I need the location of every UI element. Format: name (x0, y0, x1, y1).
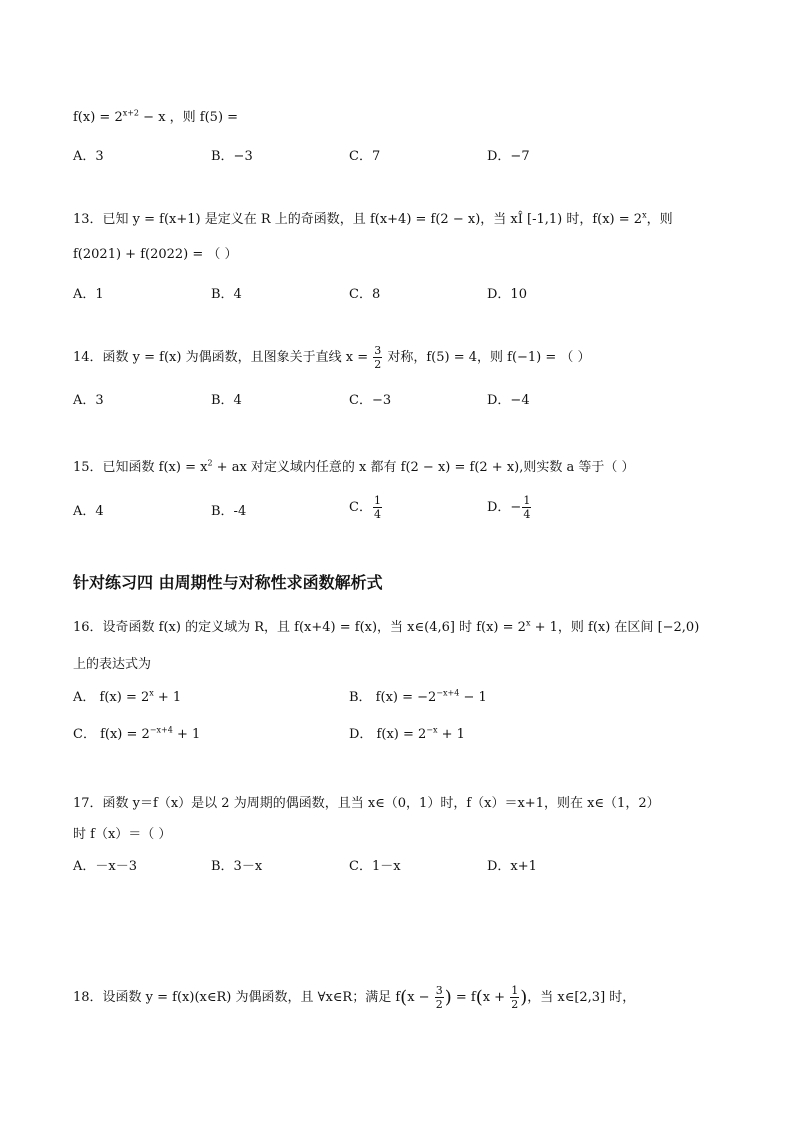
q15-stem (73, 456, 635, 475)
q18-part1: 18．设函数 y = f(x)(x∈R) 为偶函数，且 ∀x∈R；满足 f (73, 990, 401, 1005)
q13-options (73, 283, 733, 303)
q16-option-b-tail: − 1 (459, 690, 487, 705)
q13-option-d[interactable]: D．10 (487, 287, 527, 302)
q15-option-d-fraction (522, 494, 531, 521)
q15-option-c[interactable] (349, 494, 383, 521)
q13-stem-line2: f(2021) + f(2022) = （ ） (73, 247, 238, 262)
q16-option-a-exp: x (149, 688, 154, 698)
q12-option-b[interactable]: B．−3 (211, 149, 253, 164)
q13-option-b[interactable]: B．4 (211, 287, 242, 302)
q15-option-d[interactable] (487, 494, 532, 521)
q18-paren-open-1: ( (400, 987, 408, 1008)
q18-frac2-num: 1 (511, 984, 519, 997)
q12-option-c[interactable]: C．7 (349, 149, 381, 164)
q12-options (73, 145, 733, 165)
q17-options (73, 855, 733, 875)
q17-stem-line1: 17．函数 y＝f（x）是以 2 为周期的偶函数，且当 x∈（0，1）时，f（x）＝x+1，则在 x∈（1，2） (73, 796, 660, 811)
q18-paren-close-1: ) (444, 987, 452, 1008)
q16-line1-b: + 1，则 f(x) 在区间 [−2,0) (530, 620, 700, 635)
q14-frac-num: 3 (374, 344, 382, 357)
q14-stem (73, 344, 591, 371)
q14-option-a[interactable]: A．3 (73, 393, 104, 408)
q16-option-b-exp: −x+4 (436, 688, 460, 698)
q16-option-c-tail: + 1 (172, 727, 201, 742)
q15-options (73, 494, 733, 528)
section-title: 针对练习四 由周期性与对称性求函数解析式 (73, 573, 383, 592)
q14-part2: 对称，f(5) = 4，则 f(−1) = （ ） (383, 350, 591, 365)
q12-stem (73, 106, 238, 125)
q14-options (73, 389, 733, 409)
q18-fraction-2 (510, 984, 519, 1011)
q16-option-b[interactable] (349, 686, 487, 705)
q16-stem-line1 (73, 616, 699, 635)
q12-stem-exp: x+2 (122, 108, 140, 118)
q15-option-c-num: 1 (373, 494, 381, 507)
q18-frac1-num: 3 (435, 984, 443, 997)
q13-line1-text: 13．已知 y = f(x+1) 是定义在 R 上的奇函数，且 f(x+4) = f(2 − x)，当 xÎ [-1,1) 时，f(x) = 2 (73, 212, 643, 227)
q14-option-b[interactable]: B．4 (211, 393, 242, 408)
q13-line1-exp: x (642, 210, 647, 220)
q18-stem (73, 984, 635, 1011)
q16-stem-line2: 上的表达式为 (73, 657, 152, 672)
q17-stem-line2: 时 f（x）＝（ ） (73, 827, 172, 842)
q16-option-d-text: D． f(x) = 2 (349, 727, 427, 742)
q14-fraction (373, 344, 382, 371)
q13-option-a[interactable]: A．1 (73, 287, 104, 302)
q15-option-c-den: 4 (373, 508, 381, 521)
q18-part4: x + (482, 990, 510, 1005)
q16-option-a[interactable] (73, 686, 181, 705)
q13-stem-line1 (73, 208, 673, 227)
q15-part1-exp: 2 (207, 458, 213, 468)
q16-line1-exp: x (525, 618, 531, 628)
q14-frac-den: 2 (374, 358, 382, 371)
q15-option-a[interactable]: A．4 (73, 504, 104, 519)
q18-frac1-den: 2 (435, 998, 443, 1011)
q18-fraction-1 (435, 984, 444, 1011)
q13-option-c[interactable]: C．8 (349, 287, 381, 302)
q12-option-a[interactable]: A．3 (73, 149, 104, 164)
q16-option-a-tail: + 1 (153, 690, 182, 705)
q14-option-c[interactable]: C．−3 (349, 393, 392, 408)
q16-line1-a: 16．设奇函数 f(x) 的定义域为 R，且 f(x+4) = f(x)，当 x∈(4,6] 时 f(x) = 2 (73, 620, 526, 635)
q15-option-d-label: D．− (487, 500, 522, 515)
q16-option-c-text: C． f(x) = 2 (73, 727, 150, 742)
q16-option-d-tail: + 1 (437, 727, 465, 742)
q18-part3: = f (451, 990, 476, 1005)
q16-option-d-exp: −x (426, 725, 438, 735)
q18-paren-open-2: ( (475, 987, 483, 1008)
q15-part1: 15．已知函数 f(x) = x (73, 460, 208, 475)
q17-option-b[interactable]: B．3－x (211, 859, 263, 874)
q15-option-d-den: 4 (523, 508, 531, 521)
q14-option-d[interactable]: D．−4 (487, 393, 530, 408)
q18-paren-close-2: ) (520, 987, 528, 1008)
q18-frac2-den: 2 (511, 998, 519, 1011)
q15-option-b[interactable]: B．-4 (211, 504, 247, 519)
q16-options-row1 (73, 686, 733, 706)
q12-option-d[interactable]: D．−7 (487, 149, 530, 164)
q16-option-d[interactable] (349, 723, 465, 742)
q16-option-c-exp: −x+4 (149, 725, 173, 735)
q17-option-a[interactable]: A．－x－3 (73, 859, 137, 874)
q15-part2: + ax 对定义域内任意的 x 都有 f(2 − x) = f(2 + x),则实数 a 等于（ ） (212, 460, 635, 475)
q12-stem-suffix: − x ，则 f(5) = (139, 110, 239, 125)
q17-option-d[interactable]: D．x+1 (487, 859, 537, 874)
q13-line1-tail: ，则 (646, 212, 673, 227)
q15-option-d-num: 1 (523, 494, 531, 507)
q12-stem-prefix: f(x) = 2 (73, 110, 123, 125)
q18-part5: ，当 x∈[2,3] 时， (527, 990, 636, 1005)
q14-part1: 14．函数 y = f(x) 为偶函数，且图象关于直线 x = (73, 350, 373, 365)
q16-option-c[interactable] (73, 723, 200, 742)
q16-options-row2 (73, 723, 733, 743)
q15-option-c-fraction (373, 494, 382, 521)
q17-option-c[interactable]: C．1－x (349, 859, 401, 874)
q18-part2: x − (407, 990, 434, 1005)
q15-option-c-label: C． (349, 500, 372, 515)
q16-option-b-text: B． f(x) = −2 (349, 690, 437, 705)
q16-option-a-text: A． f(x) = 2 (73, 690, 150, 705)
